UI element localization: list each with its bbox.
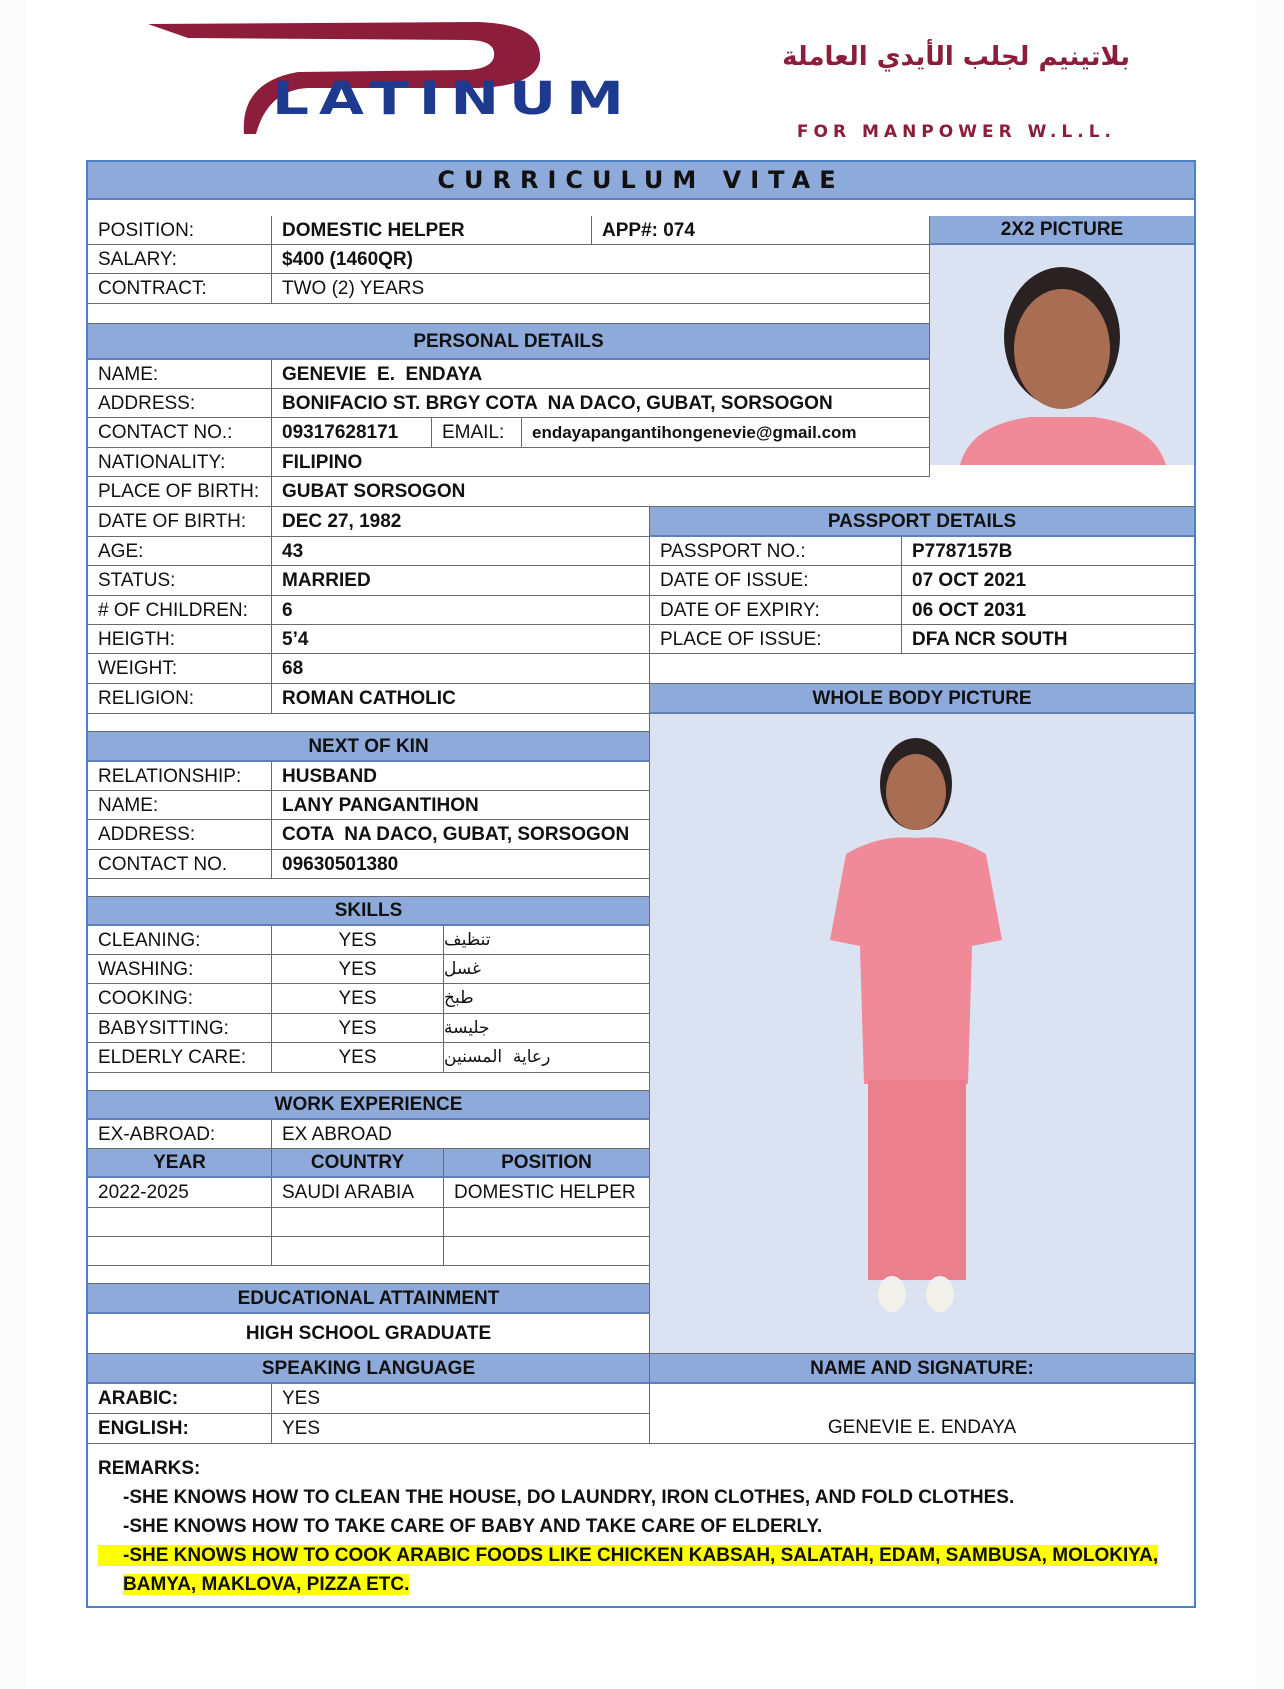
skill-arabic: غسل [444,955,650,984]
skill-label: BABYSITTING: [88,1014,272,1043]
work-year: 2022-2025 [88,1178,272,1208]
remarks-label: REMARKS: [98,1458,201,1479]
signature-header: NAME AND SIGNATURE: [650,1354,1194,1384]
children-label: # OF CHILDREN: [88,596,272,625]
work-position [444,1208,650,1237]
whole-body-photo [650,714,1194,1354]
children-value: 6 [272,596,650,625]
salary-value: $400 (1460QR) [272,245,930,274]
work-position [444,1237,650,1266]
passport-row-label: PLACE OF ISSUE: [650,625,902,654]
kin-name-value: LANY PANGANTIHON [272,791,650,820]
skill-value: YES [272,1043,444,1073]
kin-contact-value: 09630501380 [272,850,650,879]
place-of-birth-label: PLACE OF BIRTH: [88,477,272,507]
position-label: POSITION: [88,216,272,245]
kin-name-label: NAME: [88,791,272,820]
status-value: MARRIED [272,566,650,596]
work-col-position: POSITION [444,1149,650,1178]
kin-address-value: COTA NA DACO, GUBAT, SORSOGON [272,820,650,850]
portrait-photo-icon [930,245,1194,465]
skills-header: SKILLS [88,897,650,926]
next-of-kin-header: NEXT OF KIN [88,732,650,762]
full-body-photo-icon [650,714,1194,1354]
skill-label: ELDERLY CARE: [88,1043,272,1073]
religion-label: RELIGION: [88,684,272,714]
education-header: EDUCATIONAL ATTAINMENT [88,1284,650,1314]
language-value: YES [272,1384,650,1414]
signature-name: GENEVIE E. ENDAYA [650,1384,1194,1444]
spacer-row [88,304,930,324]
religion-value: ROMAN CATHOLIC [272,684,650,714]
skill-arabic: تنظيف [444,926,650,955]
skill-label: WASHING: [88,955,272,984]
age-value: 43 [272,537,650,566]
passport-row-label: DATE OF ISSUE: [650,566,902,596]
skill-label: COOKING: [88,984,272,1014]
remark-highlighted-wrapper [98,1541,1184,1599]
remark-line: -SHE KNOWS HOW TO CLEAN THE HOUSE, DO LAUNDRY, IRON CLOTHES, AND FOLD CLOTHES. [123,1487,1015,1508]
passport-place-of-issue-value: DFA NCR SOUTH [902,625,1194,654]
height-value: 5’4 [272,625,650,654]
education-value: HIGH SCHOOL GRADUATE [88,1314,650,1354]
photo-2x2 [930,245,1194,465]
speaking-language-header: SPEAKING LANGUAGE [88,1354,650,1384]
work-col-year: YEAR [88,1149,272,1178]
passport-row-label: PASSPORT NO.: [650,537,902,566]
name-label: NAME: [88,360,272,389]
work-experience-header: WORK EXPERIENCE [88,1091,650,1120]
work-country [272,1208,444,1237]
height-label: HEIGTH: [88,625,272,654]
email-label: EMAIL: [432,418,522,448]
contact-label: CONTACT NO.: [88,418,272,448]
kin-contact-label: CONTACT NO. [88,850,272,879]
contract-label: CONTRACT: [88,274,272,304]
photo-2x2-header: 2X2 PICTURE [930,216,1194,245]
dob-label: DATE OF BIRTH: [88,507,272,537]
email-value: endayapangantihongenevie@gmail.com [522,418,930,448]
skill-value: YES [272,1014,444,1043]
logo-arabic-text: بلاتينيم لجلب الأيدي العاملة [782,42,1130,72]
name-value: GENEVIE E. ENDAYA [272,360,930,389]
passport-expiry-date-value: 06 OCT 2031 [902,596,1194,625]
ex-abroad-label: EX-ABROAD: [88,1120,272,1149]
skill-value: YES [272,955,444,984]
age-label: AGE: [88,537,272,566]
spacer-row [650,654,1194,684]
contact-value: 09317628171 [272,418,432,448]
language-label: ENGLISH: [88,1414,272,1444]
remark-highlighted: -SHE KNOWS HOW TO COOK ARABIC FOODS LIKE CHICKEN KABSAH, SALATAH, EDAM, SAMBUSA, MOLOKIYA, BAMYA, MAKLOVA, PIZZA ETC. [98,1545,1158,1595]
contract-value: TWO (2) YEARS [272,274,930,304]
company-logo [148,14,1138,142]
skill-value: YES [272,926,444,955]
cv-table [86,160,1196,1608]
kin-address-label: ADDRESS: [88,820,272,850]
language-label: ARABIC: [88,1384,272,1414]
kin-relationship-label: RELATIONSHIP: [88,762,272,791]
passport-issue-date-value: 07 OCT 2021 [902,566,1194,596]
spacer-row [88,1073,650,1091]
passport-number-value: P7787157B [902,537,1194,566]
skill-arabic: طبخ [444,984,650,1014]
dob-value: DEC 27, 1982 [272,507,650,537]
salary-label: SALARY: [88,245,272,274]
position-value: DOMESTIC HELPER [272,216,592,245]
language-value: YES [272,1414,650,1444]
skill-arabic: رعاية المسنين [444,1043,650,1073]
work-position: DOMESTIC HELPER [444,1178,650,1208]
weight-value: 68 [272,654,650,684]
app-number: APP#: 074 [592,216,930,245]
place-of-birth-value: GUBAT SORSOGON [272,477,1194,507]
work-year [88,1237,272,1266]
nationality-label: NATIONALITY: [88,448,272,477]
ex-abroad-value: EX ABROAD [272,1120,650,1149]
passport-row-label: DATE OF EXPIRY: [650,596,902,625]
passport-details-header: PASSPORT DETAILS [650,507,1194,537]
remarks-section [88,1446,1194,1606]
weight-label: WEIGHT: [88,654,272,684]
spacer-row [88,879,650,897]
kin-relationship-value: HUSBAND [272,762,650,791]
remark-line: -SHE KNOWS HOW TO TAKE CARE OF BABY AND TAKE CARE OF ELDERLY. [123,1516,823,1537]
work-year [88,1208,272,1237]
work-country [272,1237,444,1266]
skill-label: CLEANING: [88,926,272,955]
address-label: ADDRESS: [88,389,272,418]
address-value: BONIFACIO ST. BRGY COTA NA DACO, GUBAT, SORSOGON [272,389,930,418]
spacer-row [88,1266,650,1284]
status-label: STATUS: [88,566,272,596]
nationality-value: FILIPINO [272,448,930,477]
work-col-country: COUNTRY [272,1149,444,1178]
whole-body-picture-header: WHOLE BODY PICTURE [650,684,1194,714]
skill-value: YES [272,984,444,1014]
skill-arabic: جليسة [444,1014,650,1043]
work-country: SAUDI ARABIA [272,1178,444,1208]
logo-subtitle: FOR MANPOWER W.L.L. [796,122,1116,142]
logo-brand-text: LATINUM [272,72,634,126]
spacer-row [88,714,650,732]
personal-details-header: PERSONAL DETAILS [88,324,930,360]
cv-title: CURRICULUM VITAE [88,162,1194,200]
